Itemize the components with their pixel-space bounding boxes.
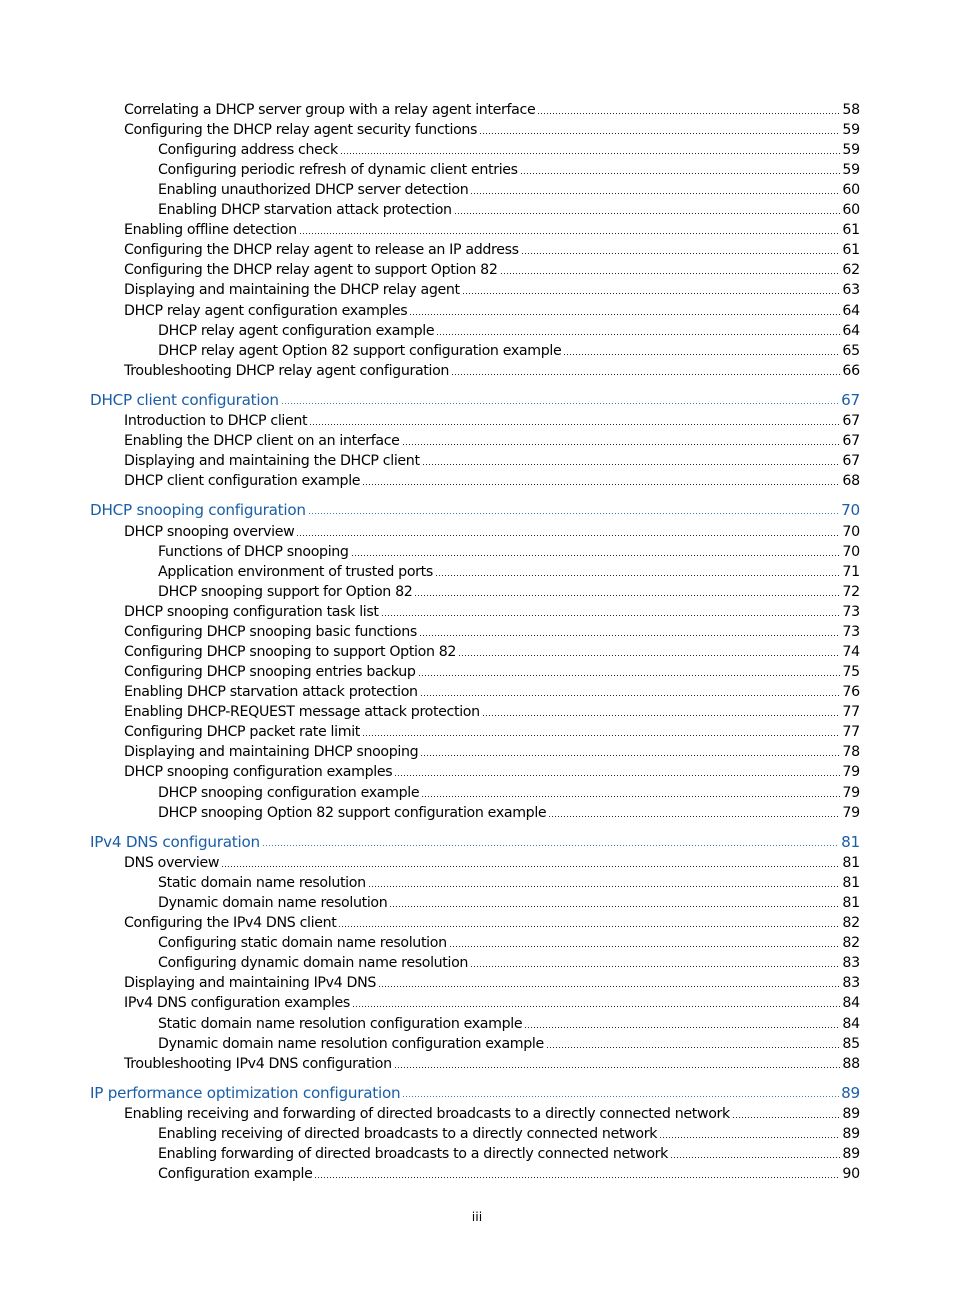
- toc-entry-page-number: 79: [842, 764, 860, 780]
- toc-entry-title: DNS overview: [124, 855, 220, 871]
- toc-entry-title: Application environment of trusted ports: [158, 564, 433, 580]
- toc-entry[interactable]: [158, 563, 860, 581]
- toc-dot-leader: [520, 171, 841, 175]
- toc-dot-leader: [308, 511, 839, 515]
- toc-entry-page-number: 89: [842, 1146, 860, 1162]
- toc-entry-page-number: 67: [842, 433, 860, 449]
- toc-entry-title: DHCP snooping overview: [124, 524, 295, 540]
- toc-entry[interactable]: [158, 1035, 860, 1053]
- toc-entry-page-number: 63: [842, 282, 860, 298]
- toc-entry[interactable]: [124, 302, 860, 320]
- toc-entry-title: Static domain name resolution configuration example: [158, 1016, 523, 1032]
- toc-entry-title: Displaying and maintaining IPv4 DNS: [124, 975, 376, 991]
- toc-entry-title: Functions of DHCP snooping: [158, 544, 349, 560]
- toc-dot-leader: [482, 713, 841, 717]
- toc-entry-title: Configuring the DHCP relay agent to release an IP address: [124, 242, 519, 258]
- toc-dot-leader: [402, 442, 841, 446]
- toc-entry-title: Correlating a DHCP server group with a relay agent interface: [124, 102, 536, 118]
- toc-entry-title: Configuring periodic refresh of dynamic client entries: [158, 162, 518, 178]
- toc-entry-title: DHCP snooping Option 82 support configuration example: [158, 805, 547, 821]
- toc-entry[interactable]: [124, 1055, 860, 1073]
- toc-entry[interactable]: [158, 804, 860, 822]
- toc-entry-title: Configuring DHCP snooping basic functions: [124, 624, 417, 640]
- toc-entry[interactable]: [124, 974, 860, 992]
- toc-entry-page-number: 81: [842, 855, 860, 871]
- toc-entry[interactable]: [158, 954, 860, 972]
- toc-chapter-entry[interactable]: [90, 1084, 860, 1102]
- toc-entry-page-number: 74: [842, 644, 860, 660]
- toc-entry-page-number: 67: [841, 391, 860, 409]
- toc-entry-title: Enabling forwarding of directed broadcasts to a directly connected network: [158, 1146, 669, 1162]
- toc-entry-page-number: 90: [842, 1166, 860, 1182]
- toc-entry-title: Enabling receiving of directed broadcasts to a directly connected network: [158, 1126, 658, 1142]
- toc-entry-title: Configuring the DHCP relay agent to support Option 82: [124, 262, 498, 278]
- toc-entry[interactable]: [158, 583, 860, 601]
- toc-entry-title: IPv4 DNS configuration: [90, 833, 260, 851]
- toc-dot-leader: [281, 401, 839, 405]
- toc-dot-leader: [462, 291, 841, 295]
- toc-entry-page-number: 64: [842, 323, 860, 339]
- toc-entry-title: Dynamic domain name resolution: [158, 895, 388, 911]
- toc-entry-title: Configuration example: [158, 1166, 313, 1182]
- toc-entry-title: Enabling DHCP-REQUEST message attack protection: [124, 704, 480, 720]
- page-number: iii: [471, 1209, 483, 1224]
- toc-dot-leader: [419, 633, 840, 637]
- toc-entry-title: DHCP client configuration: [90, 391, 279, 409]
- toc-entry-page-number: 82: [842, 915, 860, 931]
- toc-entry-title: Displaying and maintaining DHCP snooping: [124, 744, 419, 760]
- toc-entry-page-number: 59: [842, 122, 860, 138]
- toc-entry-page-number: 70: [842, 524, 860, 540]
- toc-entry-title: Enabling offline detection: [124, 222, 297, 238]
- toc-entry[interactable]: [158, 543, 860, 561]
- toc-dot-leader: [338, 924, 840, 928]
- toc-entry-page-number: 73: [842, 604, 860, 620]
- toc-entry-page-number: 73: [842, 624, 860, 640]
- toc-dot-leader: [422, 462, 841, 466]
- toc-entry-page-number: 59: [842, 162, 860, 178]
- toc-dot-leader: [352, 1004, 840, 1008]
- toc-entry-page-number: 89: [842, 1106, 860, 1122]
- toc-dot-leader: [262, 843, 839, 847]
- toc-entry-page-number: 71: [842, 564, 860, 580]
- toc-entry[interactable]: [124, 723, 860, 741]
- toc-entry[interactable]: [158, 1015, 860, 1033]
- toc-entry-title: Configuring DHCP snooping to support Option 82: [124, 644, 457, 660]
- toc-entry-page-number: 84: [842, 1016, 860, 1032]
- toc-dot-leader: [479, 131, 840, 135]
- toc-entry-page-number: 79: [842, 805, 860, 821]
- toc-entry[interactable]: [158, 894, 860, 912]
- toc-entry[interactable]: [158, 181, 860, 199]
- toc-dot-leader: [548, 814, 840, 818]
- toc-dot-leader: [221, 864, 840, 868]
- toc-entry-page-number: 68: [842, 473, 860, 489]
- toc-dot-leader: [409, 312, 840, 316]
- toc-entry[interactable]: [124, 472, 860, 490]
- toc-entry[interactable]: [124, 101, 860, 119]
- toc-entry[interactable]: [124, 994, 860, 1012]
- toc-entry[interactable]: [124, 412, 860, 430]
- toc-entry-title: DHCP snooping configuration: [90, 501, 306, 519]
- toc-dot-leader: [340, 151, 841, 155]
- toc-dot-leader: [454, 211, 841, 215]
- toc-entry[interactable]: [124, 603, 860, 621]
- toc-entry-page-number: 84: [842, 995, 860, 1011]
- toc-entry[interactable]: [158, 342, 860, 360]
- toc-dot-leader: [521, 251, 841, 255]
- toc-entry-title: Configuring DHCP packet rate limit: [124, 724, 361, 740]
- toc-dot-leader: [524, 1025, 840, 1029]
- toc-entry-title: Configuring the DHCP relay agent security functions: [124, 122, 478, 138]
- toc-entry[interactable]: [124, 663, 860, 681]
- toc-dot-leader: [314, 1175, 840, 1179]
- toc-dot-leader: [421, 794, 840, 798]
- toc-entry-title: Enabling receiving and forwarding of directed broadcasts to a directly connected network: [124, 1106, 730, 1122]
- toc-entry-page-number: 88: [842, 1056, 860, 1072]
- toc-entry-title: IPv4 DNS configuration examples: [124, 995, 350, 1011]
- toc-dot-leader: [537, 111, 840, 115]
- toc-entry-page-number: 58: [842, 102, 860, 118]
- toc-entry-page-number: 77: [842, 724, 860, 740]
- toc-entry-page-number: 60: [842, 202, 860, 218]
- toc-entry[interactable]: [124, 1105, 860, 1123]
- toc-entry-title: Displaying and maintaining the DHCP client: [124, 453, 420, 469]
- toc-dot-leader: [351, 553, 841, 557]
- toc-entry-title: Static domain name resolution: [158, 875, 366, 891]
- toc-dot-leader: [418, 673, 841, 677]
- toc-entry-title: DHCP snooping configuration examples: [124, 764, 393, 780]
- toc-entry-page-number: 61: [842, 222, 860, 238]
- toc-entry[interactable]: [158, 874, 860, 892]
- toc-entry-title: DHCP client configuration example: [124, 473, 361, 489]
- toc-entry-page-number: 65: [842, 343, 860, 359]
- toc-dot-leader: [659, 1135, 840, 1139]
- toc-entry-page-number: 61: [842, 242, 860, 258]
- toc-entry[interactable]: [158, 1125, 860, 1143]
- toc-entry[interactable]: [158, 1145, 860, 1163]
- toc-entry[interactable]: [124, 261, 860, 279]
- toc-entry[interactable]: [124, 452, 860, 470]
- toc-dot-leader: [546, 1045, 840, 1049]
- toc-dot-leader: [436, 332, 840, 336]
- toc-entry-title: DHCP relay agent configuration examples: [124, 303, 408, 319]
- toc-entry[interactable]: [124, 643, 860, 661]
- toc-dot-leader: [414, 593, 840, 597]
- toc-entry-page-number: 66: [842, 363, 860, 379]
- toc-entry-page-number: 83: [842, 955, 860, 971]
- toc-entry[interactable]: [124, 241, 860, 259]
- toc-entry-title: DHCP snooping configuration example: [158, 785, 420, 801]
- toc-entry-title: Configuring DHCP snooping entries backup: [124, 664, 416, 680]
- toc-dot-leader: [470, 964, 840, 968]
- toc-entry-page-number: 81: [842, 875, 860, 891]
- toc-dot-leader: [435, 573, 840, 577]
- toc-entry-page-number: 76: [842, 684, 860, 700]
- toc-dot-leader: [470, 191, 840, 195]
- toc-entry[interactable]: [124, 281, 860, 299]
- toc-entry[interactable]: [124, 432, 860, 450]
- toc-entry-title: Configuring dynamic domain name resolution: [158, 955, 469, 971]
- toc-entry-title: Enabling the DHCP client on an interface: [124, 433, 400, 449]
- toc-entry-title: Displaying and maintaining the DHCP relay agent: [124, 282, 460, 298]
- toc-entry[interactable]: [124, 362, 860, 380]
- toc-entry-page-number: 59: [842, 142, 860, 158]
- toc-entry-title: Configuring address check: [158, 142, 338, 158]
- toc-entry-page-number: 64: [842, 303, 860, 319]
- toc-dot-leader: [732, 1115, 840, 1119]
- toc-entry[interactable]: [158, 141, 860, 159]
- toc-entry-title: Introduction to DHCP client: [124, 413, 308, 429]
- toc-entry-title: DHCP snooping support for Option 82: [158, 584, 413, 600]
- toc-entry-page-number: 83: [842, 975, 860, 991]
- toc-dot-leader: [362, 482, 840, 486]
- toc-entry-page-number: 89: [842, 1126, 860, 1142]
- toc-chapter-entry[interactable]: [90, 391, 860, 409]
- toc-dot-leader: [449, 944, 841, 948]
- toc-entry[interactable]: [158, 1165, 860, 1183]
- toc-dot-leader: [299, 231, 841, 235]
- toc-entry-title: DHCP relay agent Option 82 support configuration example: [158, 343, 562, 359]
- toc-entry[interactable]: [124, 914, 860, 932]
- toc-entry-page-number: 82: [842, 935, 860, 951]
- toc-entry-page-number: 89: [841, 1084, 860, 1102]
- toc-entry-page-number: 70: [842, 544, 860, 560]
- toc-entry[interactable]: [124, 121, 860, 139]
- toc-entry[interactable]: [124, 763, 860, 781]
- toc-entry-page-number: 67: [842, 413, 860, 429]
- toc-entry-page-number: 75: [842, 664, 860, 680]
- toc-entry-page-number: 78: [842, 744, 860, 760]
- toc-entry[interactable]: [124, 623, 860, 641]
- toc-dot-leader: [394, 1065, 841, 1069]
- toc-entry-title: DHCP snooping configuration task list: [124, 604, 379, 620]
- toc-entry-page-number: 81: [841, 833, 860, 851]
- toc-dot-leader: [378, 984, 840, 988]
- toc-entry[interactable]: [158, 934, 860, 952]
- toc-dot-leader: [563, 352, 840, 356]
- toc-entry[interactable]: [158, 322, 860, 340]
- toc-entry-title: Troubleshooting IPv4 DNS configuration: [124, 1056, 392, 1072]
- toc-entry-page-number: 62: [842, 262, 860, 278]
- toc-entry-title: Dynamic domain name resolution configuration example: [158, 1036, 544, 1052]
- toc-entry[interactable]: [158, 784, 860, 802]
- toc-dot-leader: [394, 773, 840, 777]
- toc-entry[interactable]: [124, 854, 860, 872]
- toc-entry-page-number: 72: [842, 584, 860, 600]
- toc-entry[interactable]: [158, 201, 860, 219]
- toc-entry-title: Configuring the IPv4 DNS client: [124, 915, 337, 931]
- toc-entry-title: Enabling unauthorized DHCP server detection: [158, 182, 469, 198]
- toc-dot-leader: [389, 904, 840, 908]
- toc-dot-leader: [458, 653, 840, 657]
- toc-entry-page-number: 79: [842, 785, 860, 801]
- toc-dot-leader: [670, 1155, 840, 1159]
- toc-entry[interactable]: [124, 523, 860, 541]
- toc-dot-leader: [420, 693, 841, 697]
- toc-entry-title: Troubleshooting DHCP relay agent configuration: [124, 363, 450, 379]
- toc-dot-leader: [362, 733, 840, 737]
- toc-dot-leader: [402, 1094, 839, 1098]
- toc-entry[interactable]: [124, 743, 860, 761]
- toc-dot-leader: [296, 533, 840, 537]
- toc-entry[interactable]: [124, 703, 860, 721]
- toc-entry-title: DHCP relay agent configuration example: [158, 323, 435, 339]
- toc-entry-title: IP performance optimization configuration: [90, 1084, 401, 1102]
- toc-dot-leader: [451, 372, 840, 376]
- toc-entry[interactable]: [158, 161, 860, 179]
- toc-entry-title: Enabling DHCP starvation attack protection: [158, 202, 452, 218]
- toc-entry-page-number: 67: [842, 453, 860, 469]
- toc-dot-leader: [309, 422, 840, 426]
- toc-dot-leader: [500, 271, 841, 275]
- toc-dot-leader: [420, 753, 840, 757]
- toc-entry-page-number: 60: [842, 182, 860, 198]
- toc-chapter-entry[interactable]: [90, 501, 860, 519]
- toc-entry[interactable]: [124, 221, 860, 239]
- toc-chapter-entry[interactable]: [90, 833, 860, 851]
- toc-dot-leader: [381, 613, 841, 617]
- toc-entry-page-number: 85: [842, 1036, 860, 1052]
- toc-entry-page-number: 81: [842, 895, 860, 911]
- toc-entry[interactable]: [124, 683, 860, 701]
- toc-entry-page-number: 77: [842, 704, 860, 720]
- toc-entry-page-number: 70: [841, 501, 860, 519]
- toc-entry-title: Configuring static domain name resolution: [158, 935, 447, 951]
- toc-entry-title: Enabling DHCP starvation attack protection: [124, 684, 418, 700]
- toc-dot-leader: [368, 884, 841, 888]
